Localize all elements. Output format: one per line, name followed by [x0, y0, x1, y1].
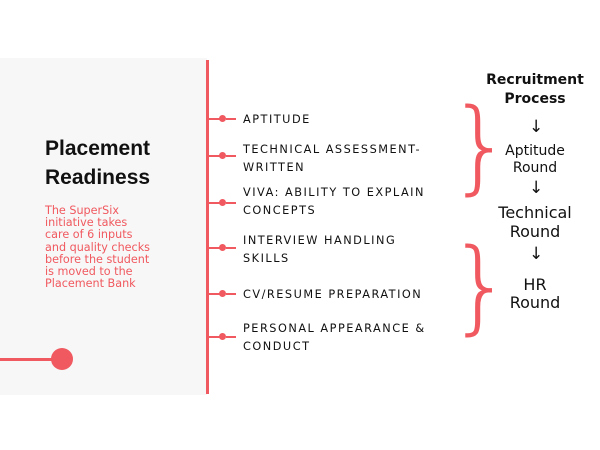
step-dot — [219, 290, 226, 297]
step-connector — [226, 247, 236, 249]
step-connector — [226, 336, 236, 338]
round-line: Round — [509, 293, 561, 312]
step-connector — [226, 155, 236, 157]
timeline-origin-dot — [51, 348, 73, 370]
round-line: HR — [523, 275, 547, 294]
step-line: CONCEPTS — [243, 203, 317, 217]
down-arrow-icon: ↓ — [529, 117, 544, 137]
step-line: TECHNICAL ASSESSMENT- — [243, 143, 422, 156]
step-line: VIVA: ABILITY TO EXPLAIN — [243, 186, 425, 199]
step-interview-handling — [243, 232, 463, 267]
step-personal-appearance — [243, 320, 463, 355]
description-line: care of 6 inputs — [45, 228, 133, 242]
title-line-2: Readiness — [45, 166, 151, 189]
down-arrow-icon: ↓ — [529, 178, 544, 198]
recruitment-heading-line: Process — [504, 91, 566, 107]
step-viva — [243, 184, 463, 219]
step-dot — [219, 244, 226, 251]
step-technical-assessment — [243, 141, 463, 176]
step-line: APTITUDE — [243, 113, 311, 126]
step-line: INTERVIEW HANDLING — [243, 234, 397, 247]
description-line: before the student — [45, 252, 150, 266]
round-aptitude — [470, 143, 600, 177]
step-dot — [219, 115, 226, 122]
description-line: and quality checks — [45, 240, 151, 254]
step-line: SKILLS — [243, 251, 290, 265]
page-title — [45, 134, 195, 192]
step-dot — [219, 152, 226, 159]
step-cv-resume — [243, 286, 463, 304]
round-line: Round — [509, 222, 561, 241]
round-hr — [470, 276, 600, 312]
right-brace-bottom: } — [448, 227, 513, 346]
step-line: CONDUCT — [243, 339, 311, 353]
recruitment-heading-line: Recruitment — [486, 72, 584, 88]
round-line: Round — [512, 160, 558, 176]
description-line: initiative takes — [45, 216, 128, 230]
description-line: is moved to the — [45, 265, 133, 279]
step-line: WRITTEN — [243, 160, 306, 174]
step-line: CV/RESUME PREPARATION — [243, 288, 423, 301]
step-connector — [226, 293, 236, 295]
description-line: Placement Bank — [45, 277, 136, 291]
step-line: PERSONAL APPEARANCE & — [243, 322, 426, 335]
round-line: Technical — [498, 203, 572, 222]
right-brace-top: } — [448, 87, 513, 206]
recruitment-heading — [470, 71, 600, 109]
description-line: The SuperSix — [45, 204, 119, 217]
timeline-line — [206, 60, 209, 394]
down-arrow-icon: ↓ — [529, 244, 544, 264]
step-dot — [219, 333, 226, 340]
step-aptitude — [243, 111, 463, 129]
round-line: Aptitude — [505, 143, 565, 159]
description — [45, 205, 205, 290]
step-dot — [219, 199, 226, 206]
step-connector — [226, 202, 236, 204]
step-connector — [226, 118, 236, 120]
round-technical — [470, 203, 600, 241]
title-line-1: Placement — [45, 137, 151, 160]
